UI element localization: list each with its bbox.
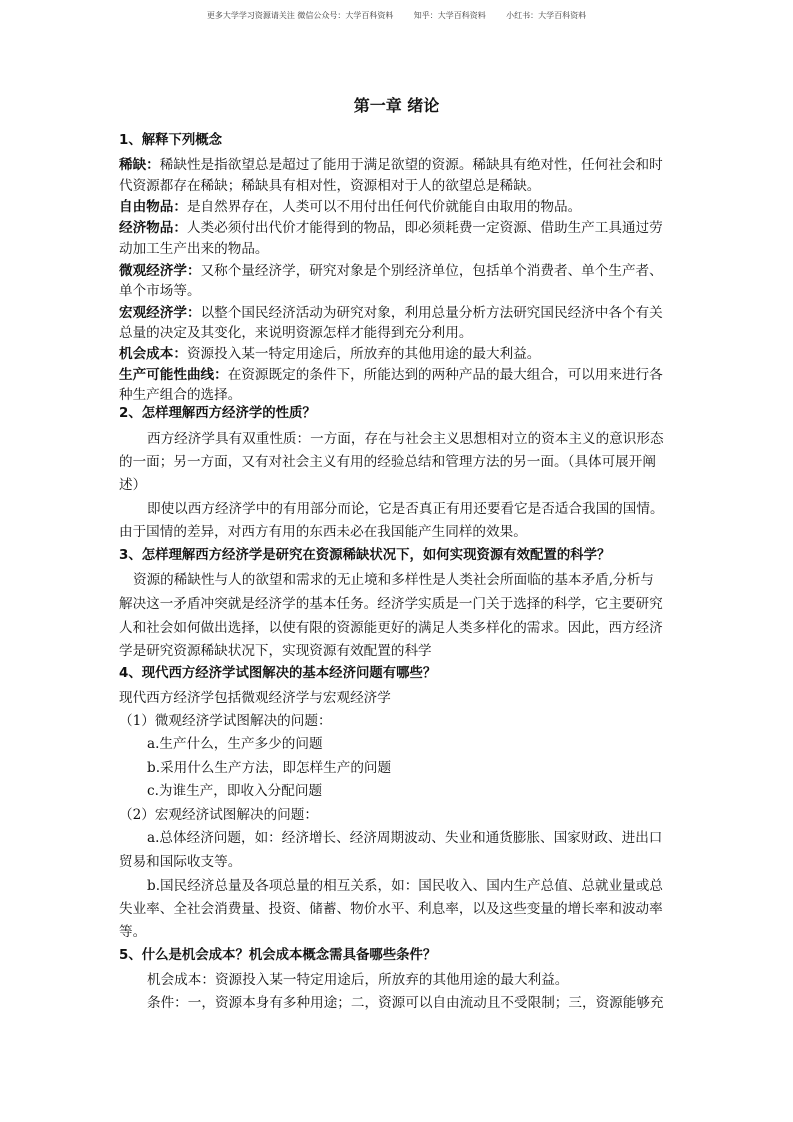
definition-macroeconomics <box>119 304 663 322</box>
term: 微观经济学： <box>119 263 201 279</box>
term: 宏观经济学： <box>119 305 201 321</box>
list-item: a.生产什么，生产多少的问题 <box>147 736 323 752</box>
list-item-continued: 贸易和国际收支等。 <box>119 854 242 870</box>
paragraph-line: 资源的稀缺性与人的欲望和需求的无止境和多样性是人类社会所面临的基本矛盾,分析与 <box>133 572 654 588</box>
term: 稀缺： <box>119 157 160 173</box>
section-4-heading: 4、现代西方经济学试图解决的基本经济问题有哪些？ <box>119 666 437 681</box>
paragraph-line: 现代西方经济学包括微观经济学与宏观经济学 <box>119 690 391 706</box>
definition-microeconomics <box>119 262 663 280</box>
paragraph-line: 即使以西方经济学中的有用部分而论，它是否真正有用还要看它是否适合我国的国情。 <box>147 501 664 517</box>
list-item: b.国民经济总量及各项总量的相互关系，如：国民收入、国内生产总值、总就业量或总 <box>147 878 663 894</box>
term: 生产可能性曲线： <box>119 367 228 383</box>
definition-opportunity-cost <box>119 345 540 363</box>
section-2-heading: 2、怎样理解西方经济学的性质？ <box>119 406 316 421</box>
section-3-heading: 3、怎样理解西方经济学是研究在资源稀缺状况下，如何实现资源有效配置的科学？ <box>119 548 611 563</box>
definition-text: 种生产组合的选择。 <box>119 387 242 403</box>
definition-economic-goods <box>119 219 663 237</box>
definition-text: 动加工生产出来的物品。 <box>119 241 269 257</box>
paragraph-line: 述） <box>119 477 147 493</box>
paragraph-line: 的一面；另一方面，又有对社会主义有用的经验总结和管理方法的另一面。（具体可展开阐 <box>119 454 656 470</box>
term: 机会成本： <box>119 346 187 362</box>
definition-text: 代资源都存在稀缺；稀缺具有相对性，资源相对于人的欲望总是稀缺。 <box>119 178 541 194</box>
definition-text: 稀缺性是指欲望总是超过了能用于满足欲望的资源。稀缺具有绝对性，任何社会和时 <box>159 157 663 173</box>
list-heading: （2）宏观经济试图解决的问题： <box>119 807 318 823</box>
paragraph-line: 人和社会如何做出选择，以使有限的资源能更好的满足人类多样化的需求。因此，西方经济 <box>119 620 663 636</box>
list-heading: （1）微观经济学试图解决的问题： <box>119 713 332 729</box>
definition-scarcity <box>119 156 663 174</box>
definition-text: 以整个国民经济活动为研究对象，利用总量分析方法研究国民经济中各个有关 <box>200 305 663 321</box>
definition-text: 单个市场等。 <box>119 283 201 299</box>
definition-ppf <box>119 366 663 384</box>
list-item-continued: 等。 <box>119 924 147 940</box>
section-5-heading: 5、什么是机会成本？机会成本概念需具备哪些条件？ <box>119 948 437 963</box>
definition-text: 人类必须付出代价才能得到的物品，即必须耗费一定资源、借助生产工具通过劳 <box>186 220 663 236</box>
list-item: a.总体经济问题，如：经济增长、经济周期波动、失业和通货膨胀、国家财政、进出口 <box>147 830 663 846</box>
paragraph-line: 学是研究资源稀缺状况下，实现资源有效配置的科学 <box>119 643 432 659</box>
definition-text: 总量的决定及其变化，来说明资源怎样才能得到充分利用。 <box>119 325 473 341</box>
definition-text: 在资源既定的条件下，所能达到的两种产品的最大组合，可以用来进行各 <box>227 367 663 383</box>
section-1-heading: 1、解释下列概念 <box>119 133 223 148</box>
paragraph-line: 解决这一矛盾冲突就是经济学的基本任务。经济学实质是一门关于选择的科学，它主要研究 <box>119 596 663 612</box>
definition-text: 又称个量经济学，研究对象是个别经济单位，包括单个消费者、单个生产者、 <box>200 263 663 279</box>
list-item: b.采用什么生产方法，即怎样生产的问题 <box>147 760 392 776</box>
term: 自由物品： <box>119 199 187 215</box>
list-item: c.为谁生产，即收入分配问题 <box>147 783 323 799</box>
definition-text: 资源投入某一特定用途后，所放弃的其他用途的最大利益。 <box>186 346 541 362</box>
page-header-note: 更多大学学习资源请关注 微信公众号：大学百科资料 知乎：大学百科资料 小红书：大学百科资料 <box>206 11 587 20</box>
chapter-title: 第一章 绪论 <box>353 96 440 115</box>
paragraph-line: 机会成本：资源投入某一特定用途后，所放弃的其他用途的最大利益。 <box>147 972 569 988</box>
paragraph-line: 条件：一，资源本身有多种用途；二，资源可以自由流动且不受限制；三，资源能够充 <box>147 995 664 1011</box>
paragraph-line: 西方经济学具有双重性质：一方面，存在与社会主义思想相对立的资本主义的意识形态 <box>147 431 664 447</box>
definition-free-goods <box>119 198 581 216</box>
definition-text: 是自然界存在，人类可以不用付出任何代价就能自由取用的物品。 <box>186 199 582 215</box>
paragraph-line: 由于国情的差异，对西方有用的东西未必在我国能产生同样的效果。 <box>119 524 527 540</box>
term: 经济物品： <box>119 220 187 236</box>
list-item-continued: 失业率、全社会消费量、投资、储蓄、物价水平、利息率，以及这些变量的增长率和波动率 <box>119 901 663 917</box>
